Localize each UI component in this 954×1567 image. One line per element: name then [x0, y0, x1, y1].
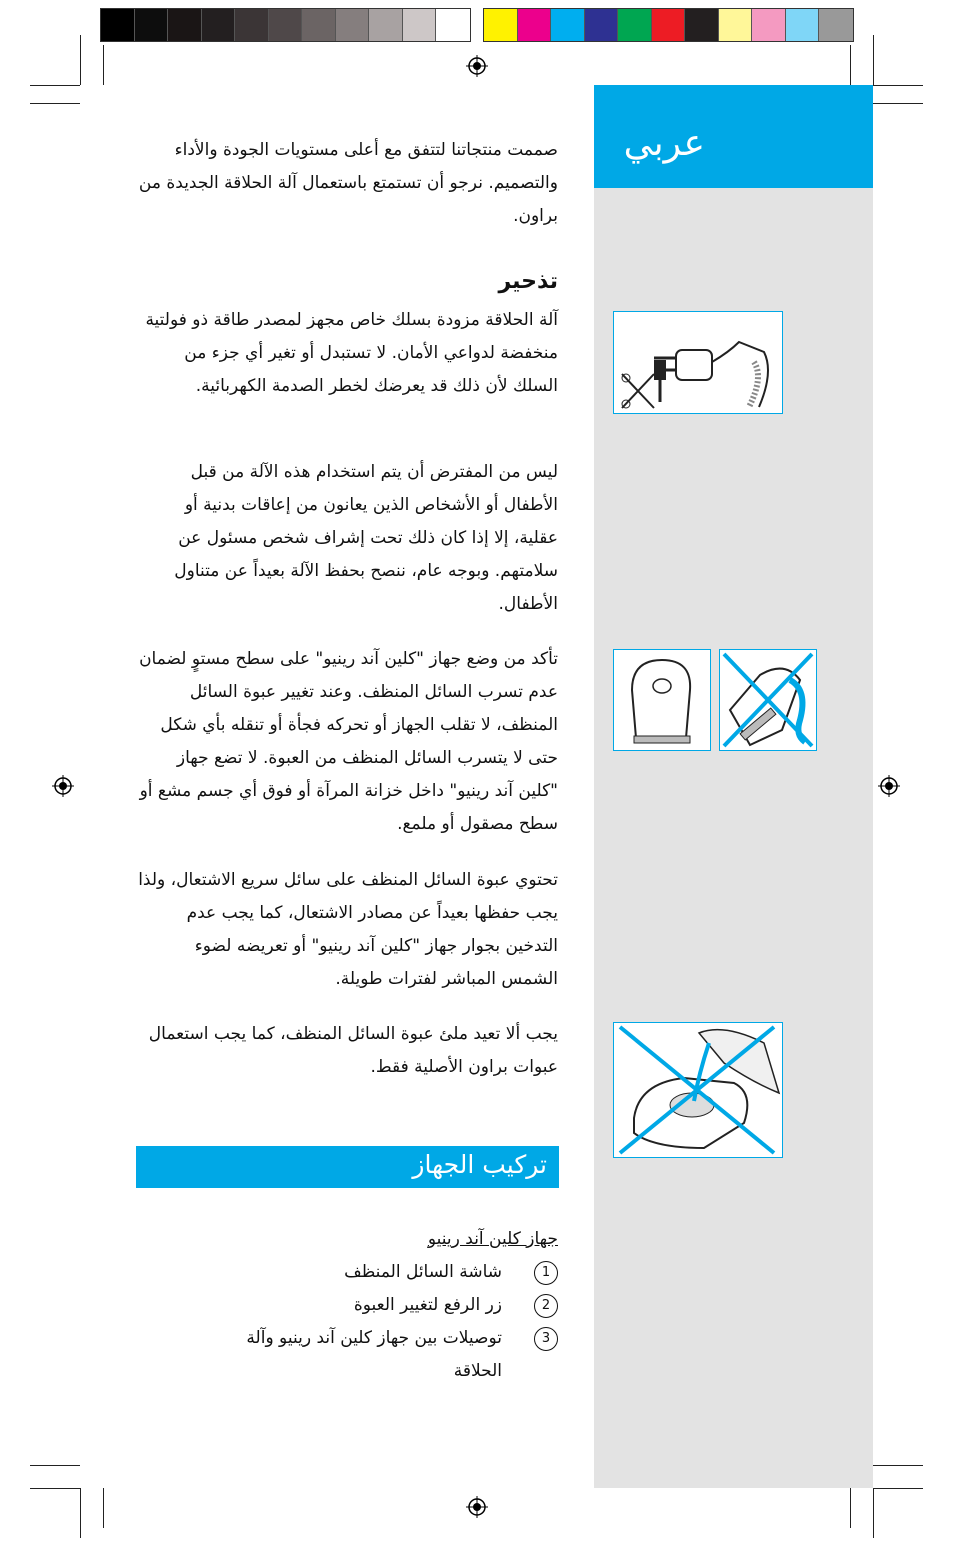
intro-paragraph: صممت منتجاتنا لتتفق مع أعلى مستويات الجودة والأداء والتصميم. نرجو أن تستمتع باستعمال آلة الحلاقة الجديدة من براون.: [138, 140, 558, 226]
color-swatch: [786, 9, 820, 41]
crop-mark: [873, 85, 923, 86]
item-label: زر الرفع لتغيير العبوة: [353, 1295, 502, 1315]
parts-caption: جهاز كلين آند رينيو: [427, 1229, 558, 1249]
warning-paragraph: تحتوي عبوة السائل المنظف على سائل سريع الاشتعال، ولذا يجب حفظها بعيداً عن مصادر الاشتعال، كما يجب عدم التدخين بجوار جهاز "كلين آند رينيو" أو تعريضه لضوء الشمس المباشر لفترات طويلة.: [138, 870, 558, 989]
color-swatch: [369, 9, 403, 41]
color-swatch: [652, 9, 686, 41]
registration-mark-icon: [878, 775, 900, 797]
item-label: توصيلات بين جهاز كلين آند رينيو وآلة الحلاقة: [246, 1328, 502, 1381]
warning-heading: تذحير: [498, 269, 558, 294]
color-swatch: [551, 9, 585, 41]
crop-mark: [873, 1488, 923, 1489]
color-swatch: [202, 9, 236, 41]
crop-mark: [80, 35, 81, 85]
crop-mark: [103, 1488, 104, 1528]
registration-mark-icon: [466, 1496, 488, 1518]
crop-mark: [30, 85, 80, 86]
parts-list: [136, 1224, 558, 1388]
color-swatch: [403, 9, 437, 41]
color-swatch: [618, 9, 652, 41]
color-swatch: [235, 9, 269, 41]
list-item: [136, 1322, 558, 1388]
crop-mark: [873, 1488, 874, 1538]
grayscale-color-bar: [100, 8, 471, 42]
crop-mark: [30, 1465, 80, 1466]
crop-mark: [873, 103, 923, 104]
figure-station-tilted: [719, 649, 817, 751]
color-swatch: [135, 9, 169, 41]
list-item: [136, 1289, 558, 1322]
color-swatch: [585, 9, 619, 41]
color-swatch: [719, 9, 753, 41]
item-number: 2: [534, 1294, 558, 1318]
color-swatch: [685, 9, 719, 41]
crop-mark: [850, 45, 851, 85]
clean-station-upright-icon: [614, 650, 709, 749]
figure-refill: [613, 1022, 783, 1158]
item-number: 3: [534, 1327, 558, 1351]
language-label: عربي: [623, 123, 705, 164]
warning-paragraph: ليس من المفترض أن يتم استخدام هذه الآلة من قبل الأطفال أو الأشخاص الذين يعانون من إعاقات بدنية أو عقلية، إلا إذا كان ذلك تحت إشراف شخص مسئول عن سلامتهم. وبوجه عام، ننصح بحفظ الآلة بعيداً عن متناول الأطفال.: [174, 462, 558, 614]
crop-mark: [30, 103, 80, 104]
crop-mark: [103, 45, 104, 85]
clean-station-tilted-crossed-icon: [720, 650, 815, 749]
plug-cord-no-cut-icon: [614, 312, 781, 412]
registration-mark-icon: [466, 55, 488, 77]
color-swatch: [518, 9, 552, 41]
refill-crossed-icon: [614, 1023, 781, 1156]
item-label: شاشة السائل المنظف: [344, 1262, 502, 1282]
language-tab: [594, 85, 873, 188]
section-header: [136, 1146, 559, 1188]
crop-mark: [80, 1488, 81, 1538]
registration-mark-icon: [52, 775, 74, 797]
item-number: 1: [534, 1261, 558, 1285]
color-swatch: [819, 9, 853, 41]
color-swatch: [168, 9, 202, 41]
color-swatch: [269, 9, 303, 41]
color-swatch: [436, 9, 470, 41]
figure-station-upright: [613, 649, 711, 751]
sidebar-panel: [594, 85, 873, 1488]
list-item: [136, 1256, 558, 1289]
section-title: تركيب الجهاز: [412, 1150, 547, 1179]
color-swatch: [302, 9, 336, 41]
warning-paragraph: يجب ألا تعيد ملئ عبوة السائل المنظف، كما يجب استعمال عبوات براون الأصلية فقط.: [148, 1024, 558, 1077]
color-swatch: [752, 9, 786, 41]
color-swatch: [101, 9, 135, 41]
figure-plug-cord: [613, 311, 783, 414]
crop-mark: [30, 1488, 80, 1489]
color-swatch: [484, 9, 518, 41]
crop-mark: [850, 1488, 851, 1528]
warning-paragraph: تأكد من وضع جهاز "كلين آند رينيو" على سطح مستوٍ لضمان عدم تسرب السائل المنظف. وعند تغيير عبوة السائل المنظف، لا تقلب الجهاز أو تحركه فجأة أو تنقله بأي شكل حتى لا يتسرب السائل المنظف من العبوة. لا تضع جهاز "كلين آند رينيو" داخل خزانة المرآة أو فوق أي جسم مشع أو سطح مصقول أو ملمع.: [139, 649, 558, 834]
process-color-bar: [483, 8, 854, 42]
crop-mark: [873, 1465, 923, 1466]
crop-mark: [873, 35, 874, 85]
color-swatch: [336, 9, 370, 41]
warning-paragraph: آلة الحلاقة مزودة بسلك خاص مجهز لمصدر طاقة ذو فولتية منخفضة لدواعي الأمان. لا تستبدل أو تغير أي جزء من السلك لأن ذلك قد يعرضك لخطر الصدمة الكهربائية.: [145, 310, 558, 396]
